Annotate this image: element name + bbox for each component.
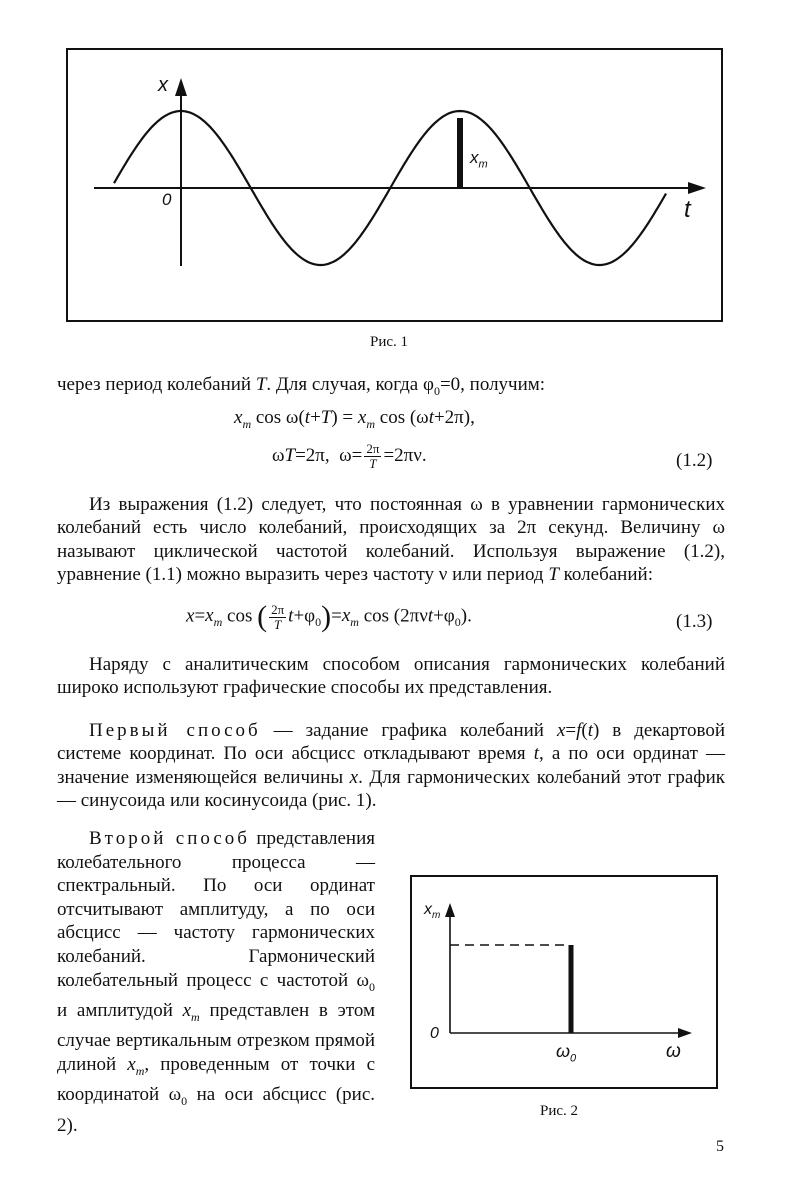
x-axis-label: x <box>158 74 168 96</box>
text-line-1: через период колебаний T. Для случая, когда $\varphi_0=0$, получим: <box>57 374 546 398</box>
equation-2-number: (1.2) <box>676 450 713 471</box>
origin-label: 0 <box>162 190 172 209</box>
t-axis-arrow <box>688 182 706 194</box>
equation-1: $x_m$ $\cos \omega(t+T) = x_m$ cos (ωt+2π), <box>234 407 475 431</box>
omega-axis-arrow <box>678 1028 692 1038</box>
second-method-lead: Второй способ <box>89 828 250 849</box>
figure-2-caption: Рис. 2 <box>540 1103 579 1119</box>
xm-axis-arrow <box>445 903 455 917</box>
figure-2 <box>410 875 718 1089</box>
equation-3-number: (1.3) <box>676 611 713 632</box>
omega0-label: $\omega_0$ <box>556 1041 577 1065</box>
figure-1 <box>66 48 723 322</box>
omega-label: ω <box>666 1041 681 1062</box>
page-number: 5 <box>716 1138 724 1155</box>
paragraph-1: Из выражения (1.2) следует, что постоянная ω в уравнении гармонических колебаний есть число колебаний, происходящих за 2π секунд. Величину ω называют циклической частотой колебаний. Используя выражение (1.2), уравнение (1.1) можно выразить через частоту ν или период T колебаний: <box>57 494 725 586</box>
amplitude-label: $x_m$ <box>470 148 488 171</box>
paragraph-2: Наряду с аналитическим способом описания гармонических колебаний широко используют графические способы их представления. <box>57 654 725 699</box>
equation-2: ωT=2π, ω= $\frac{2\pi}{T}$ =2πν. <box>272 441 427 471</box>
equation-3: $x=x_m$ cos ( $\frac{2\pi}{T}$ $t+\varphi_0)=x_m$ $\cos (2\pi\nu t+\varphi_0)$. <box>186 600 472 633</box>
figure-1-caption: Рис. 1 <box>370 334 409 350</box>
xm-axis-label: $x_m$ <box>424 901 441 922</box>
t-axis-label: t <box>684 196 691 223</box>
first-method-lead: Первый способ <box>89 720 261 741</box>
paragraph-4: Второй способ представления колебательного процесса — спектральный. По оси ординат отсчитывают амплитуду, а по оси абсцисс — частоту гармонических колебаний. Гармонический колебательный процесс с частотой $\omega_0$ и амплитудой $x_m$ представлен в этом случае вертикальным отрезком прямой длиной $x_m$, проведенным от точки с координатой $\omega_0$ на оси абсцисс (рис. 2). <box>57 828 376 1136</box>
paragraph-3: Первый способ — задание графика колебаний x=f(t) в декартовой системе координат. По оси абсцисс откладывают время t, а по оси ординат — значение изменяющейся величины x. Для гармонических колебаний этот график — синусоида или косинусоида (рис. 1). <box>57 720 725 812</box>
x-axis-arrow <box>175 78 187 96</box>
figure-2-origin-label: 0 <box>430 1025 439 1042</box>
